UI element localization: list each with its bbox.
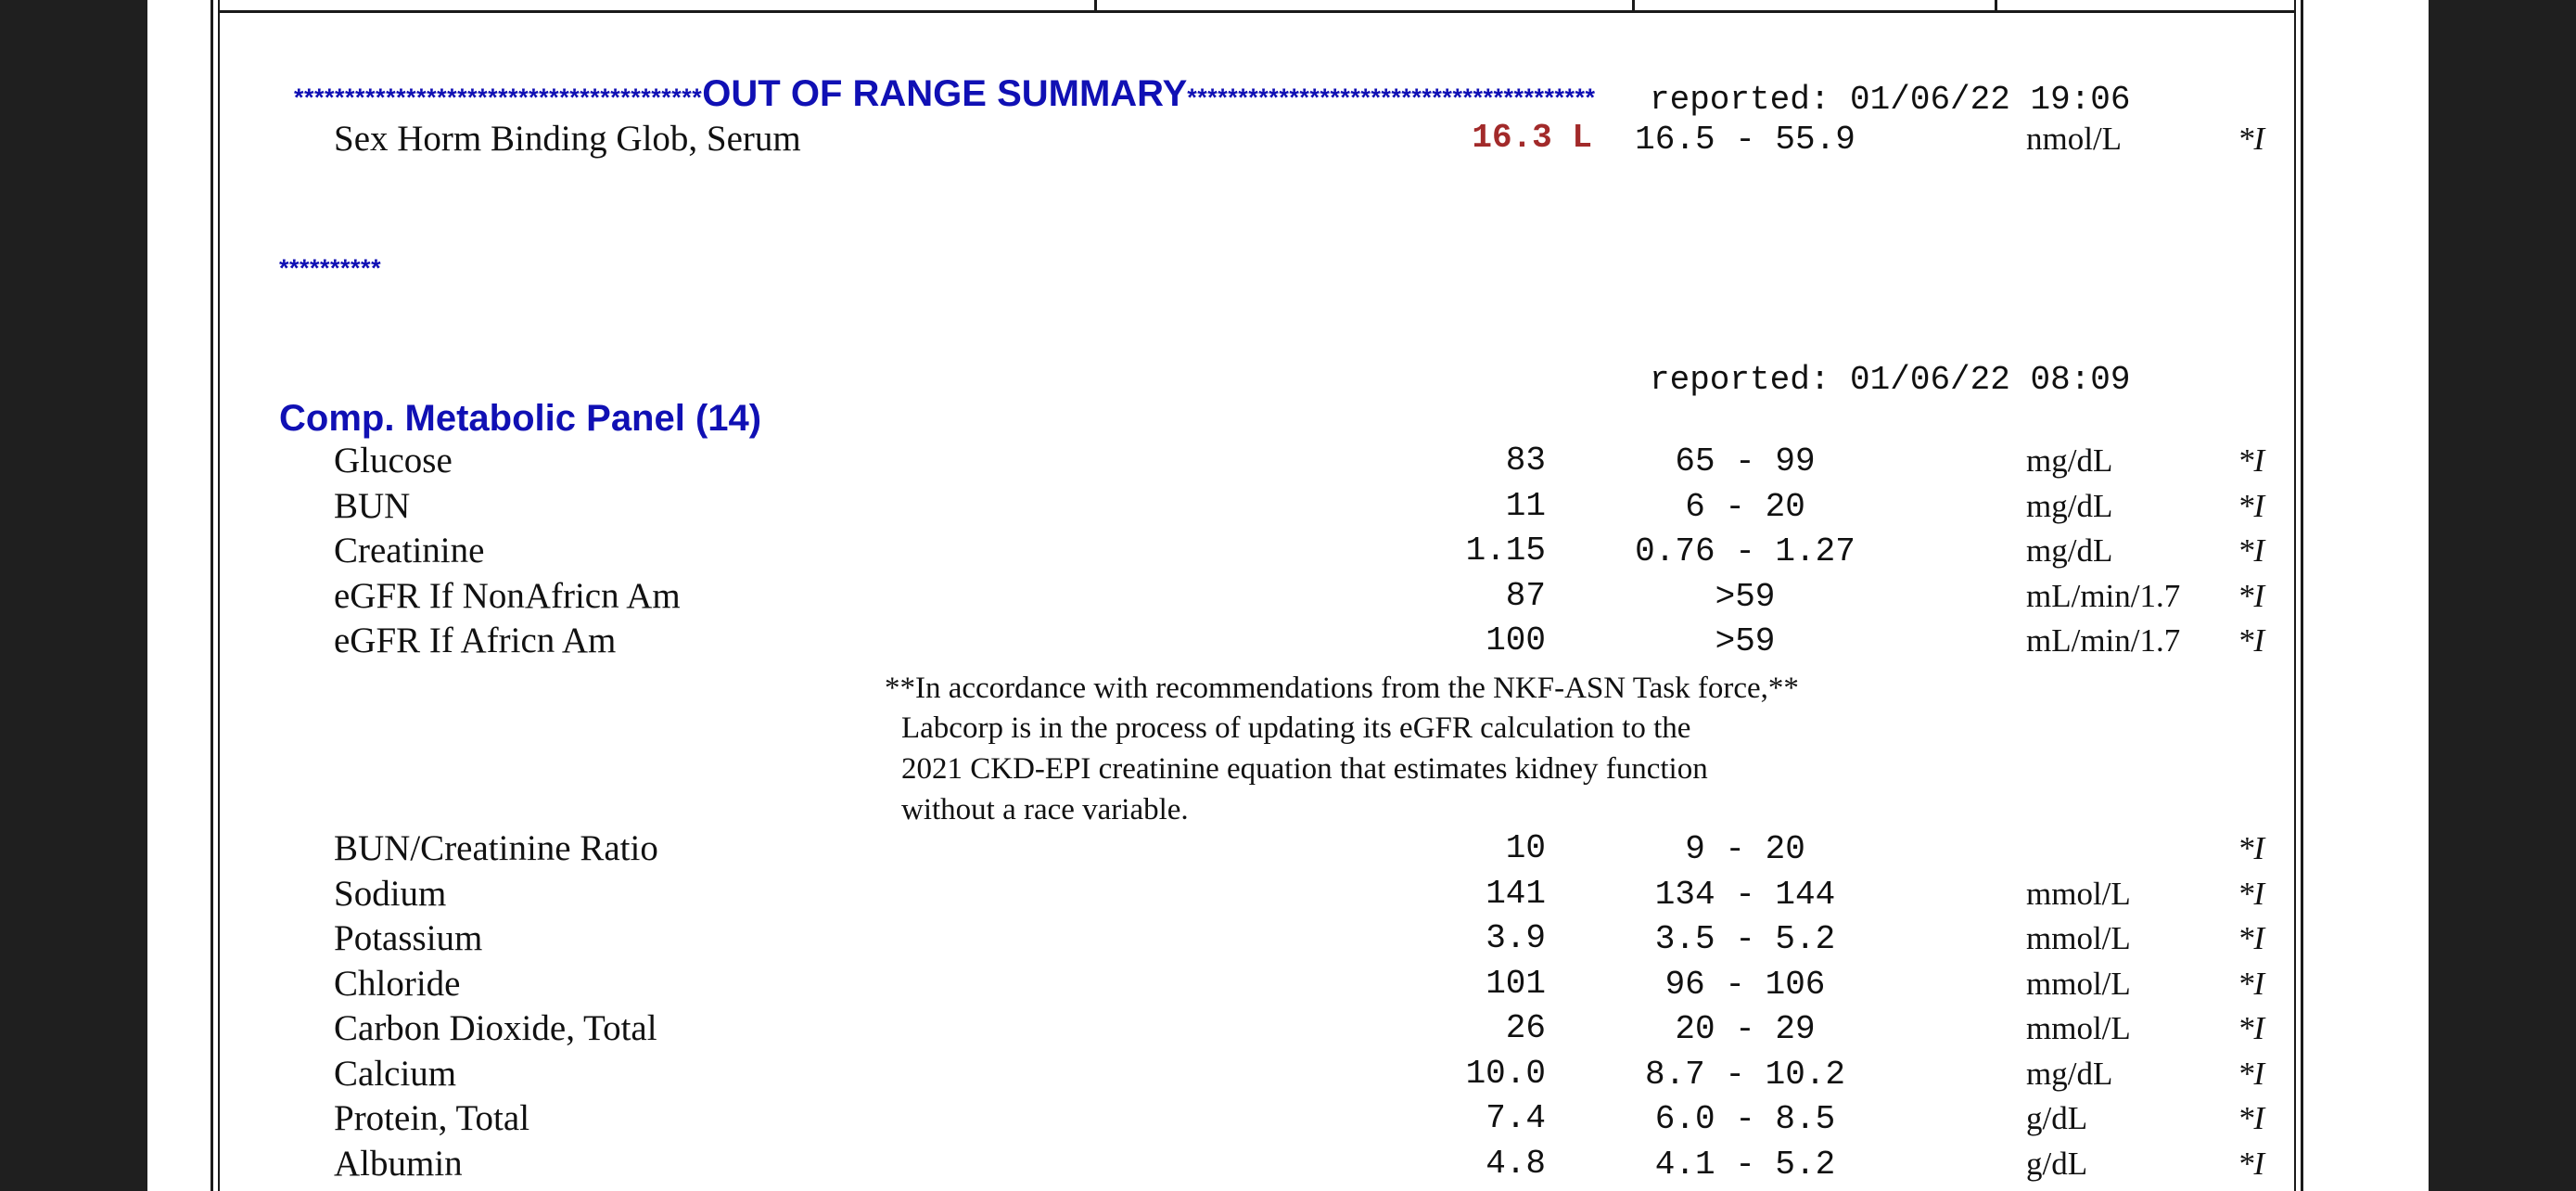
test-range: 8.7 - 10.2 xyxy=(1644,1055,1846,1094)
test-flag: *I xyxy=(2238,1010,2265,1046)
test-value: 10.0 xyxy=(1465,1054,1546,1093)
test-unit: g/dL xyxy=(2026,1100,2088,1136)
test-value: 1.15 xyxy=(1465,531,1546,570)
test-name: Sodium xyxy=(334,873,447,914)
test-unit: mg/dL xyxy=(2026,1055,2113,1092)
test-unit: mL/min/1.7 xyxy=(2026,577,2181,614)
test-name: Sex Horm Binding Glob, Serum xyxy=(334,119,801,159)
test-value: 10 xyxy=(1505,829,1546,867)
test-flag: *I xyxy=(2238,1055,2265,1092)
test-value: 7.4 xyxy=(1486,1099,1546,1137)
test-range: 3.5 - 5.2 xyxy=(1654,920,1836,958)
test-name: Potassium xyxy=(334,918,483,958)
test-unit: mmol/L xyxy=(2026,875,2131,912)
column-divider xyxy=(1094,0,1097,11)
summary-title: OUT OF RANGE SUMMARY xyxy=(702,73,1188,114)
test-unit: mg/dL xyxy=(2026,487,2113,524)
test-flag: *I xyxy=(2238,965,2265,1002)
stars-left: **************************************** xyxy=(294,83,703,111)
test-flag: *I xyxy=(2238,830,2265,866)
test-value: 83 xyxy=(1505,442,1546,480)
test-flag: *I xyxy=(2238,121,2265,157)
test-range: 6 - 20 xyxy=(1685,487,1805,526)
test-range: 0.76 - 1.27 xyxy=(1635,532,1855,570)
test-range: 96 - 106 xyxy=(1664,965,1826,1004)
test-flag: *I xyxy=(2238,1145,2265,1182)
test-value: 141 xyxy=(1486,874,1546,913)
test-range: 65 - 99 xyxy=(1675,442,1816,480)
test-name: eGFR If NonAfricn Am xyxy=(334,575,681,616)
test-name: eGFR If Africn Am xyxy=(334,621,617,660)
test-name: Creatinine xyxy=(334,531,485,570)
test-unit: mg/dL xyxy=(2026,532,2113,569)
note-line: without a race variable. xyxy=(901,793,1189,826)
test-value: 3.9 xyxy=(1486,919,1546,957)
test-range: 9 - 20 xyxy=(1685,830,1805,868)
test-range: 6.0 - 8.5 xyxy=(1654,1100,1836,1138)
test-flag: *I xyxy=(2238,1100,2265,1136)
test-value: 100 xyxy=(1486,621,1546,660)
test-value: 11 xyxy=(1505,486,1546,525)
column-divider xyxy=(1995,0,1997,11)
test-range: 4.1 - 5.2 xyxy=(1654,1145,1836,1184)
test-name: Carbon Dioxide, Total xyxy=(334,1008,657,1048)
test-range: >59 xyxy=(1715,622,1776,660)
note-line: **In accordance with recommendations from the NKF-ASN Task force,** xyxy=(885,672,1799,705)
test-flag: *I xyxy=(2238,442,2265,479)
test-unit: mmol/L xyxy=(2026,1010,2131,1046)
stars-right: **************************************** xyxy=(1187,83,1596,111)
test-name: Protein, Total xyxy=(334,1098,530,1138)
separator-stars: ********** xyxy=(279,254,382,282)
panel-title: Comp. Metabolic Panel (14) xyxy=(279,398,762,439)
test-flag: *I xyxy=(2238,875,2265,912)
test-value: 87 xyxy=(1505,576,1546,615)
report-page xyxy=(147,0,2429,1191)
header-divider xyxy=(219,10,2296,13)
note-line: 2021 CKD-EPI creatinine equation that estimates kidney function xyxy=(901,752,1708,786)
test-range: >59 xyxy=(1715,577,1776,616)
test-name: Albumin xyxy=(334,1143,463,1184)
test-name: BUN xyxy=(334,485,411,526)
test-value: 26 xyxy=(1505,1009,1546,1047)
test-name: Calcium xyxy=(334,1053,457,1094)
test-unit: mL/min/1.7 xyxy=(2026,622,2181,659)
test-name: Chloride xyxy=(334,963,461,1004)
column-divider xyxy=(1632,0,1635,11)
test-name: BUN/Creatinine Ratio xyxy=(334,828,658,868)
test-flag: *I xyxy=(2238,920,2265,956)
test-flag: *I xyxy=(2238,577,2265,614)
reported-timestamp: reported: 01/06/22 08:09 xyxy=(1650,361,2131,399)
test-value-flagged: 16.3 L xyxy=(1472,119,1592,157)
test-range: 20 - 29 xyxy=(1675,1010,1816,1048)
reported-timestamp: reported: 01/06/22 19:06 xyxy=(1650,81,2131,119)
test-value: 101 xyxy=(1486,964,1546,1003)
test-unit: mg/dL xyxy=(2026,442,2113,479)
test-unit: g/dL xyxy=(2026,1145,2088,1182)
note-line: Labcorp is in the process of updating its eGFR calculation to the xyxy=(901,711,1691,745)
test-flag: *I xyxy=(2238,622,2265,659)
summary-heading xyxy=(279,24,1596,114)
test-unit: mmol/L xyxy=(2026,920,2131,956)
test-name: Glucose xyxy=(334,441,453,480)
test-unit: nmol/L xyxy=(2026,121,2123,157)
test-flag: *I xyxy=(2238,487,2265,524)
test-range: 16.5 - 55.9 xyxy=(1635,121,1855,159)
test-unit: mmol/L xyxy=(2026,965,2131,1002)
test-flag: *I xyxy=(2238,532,2265,569)
test-value: 4.8 xyxy=(1486,1144,1546,1183)
test-range: 134 - 144 xyxy=(1654,875,1836,914)
